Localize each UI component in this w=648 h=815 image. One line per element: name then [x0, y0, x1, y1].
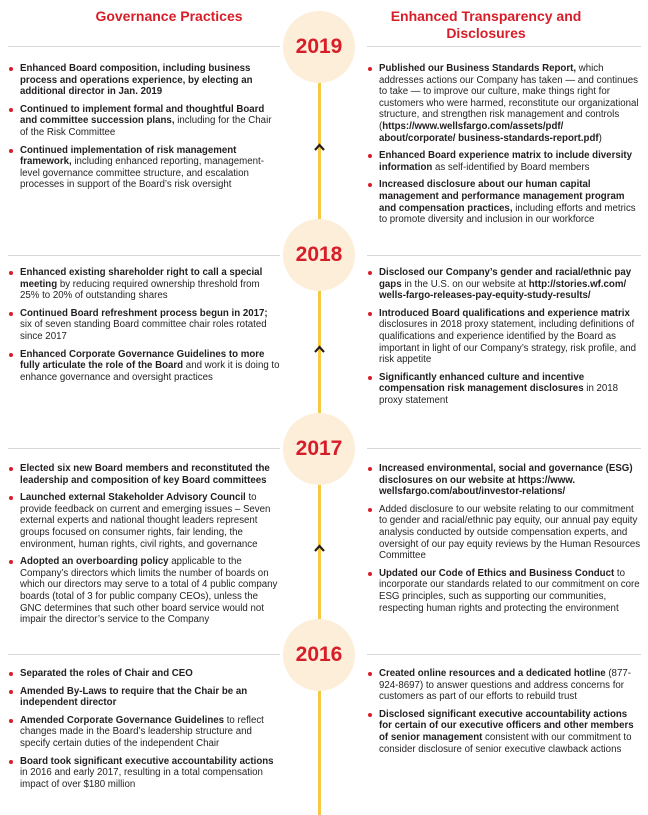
list-item: Continued Board refreshment process begun in 2017; six of seven standing Board committee chair roles rotated since 2017 [8, 308, 280, 343]
list-item: Board took significant executive accountability actions in 2016 and early 2017, resulting in a total compensation impact of over $180 million [8, 756, 280, 791]
governance-list-2018 [8, 267, 280, 389]
chevron-up-icon [314, 543, 325, 554]
divider [8, 255, 280, 256]
divider [8, 654, 280, 655]
year-badge-2018: 2018 [283, 219, 355, 291]
list-item: Enhanced existing shareholder right to call a special meeting by reducing required ownership threshold from 25% to 20% of outstanding shares [8, 267, 280, 302]
list-item: Amended By-Laws to require that the Chair be an independent director [8, 686, 280, 709]
list-item: Elected six new Board members and reconstituted the leadership and composition of key Board committees [8, 463, 280, 486]
list-item: Separated the roles of Chair and CEO [8, 668, 280, 680]
list-item: Continued implementation of risk management framework, including enhanced reporting, management-level governance committee structure, and escalation processes in support of the Board’s risk oversight [8, 145, 280, 191]
enhanced-transparency-header: Enhanced Transparency and Disclosures [390, 8, 582, 41]
transparency-list-2017 [367, 463, 641, 620]
list-item: Added disclosure to our website relating to our commitment to gender and racial/ethnic pay equity, our annual pay equity analysis conducted by outside compensation experts, and oversight of our pay equity reviews by the Human Resources Committee [367, 504, 641, 562]
list-item: Introduced Board qualifications and experience matrix disclosures in 2018 proxy statement, including definitions of qualifications and experience identified by the Board as important in light of our Company’s strategy, risk profile, and risk appetite [367, 308, 641, 366]
transparency-list-2016 [367, 668, 641, 761]
list-item: Enhanced Corporate Governance Guidelines to more fully articulate the role of the Board and work it is doing to enhance governance and oversight practices [8, 349, 280, 384]
governance-list-2019 [8, 63, 280, 197]
list-item: Disclosed our Company’s gender and racial/ethnic pay gaps in the U.S. on our website at http://stories.wf.com/ wells-fargo-releases-pay-equity-study-results/ [367, 267, 641, 302]
list-item: Disclosed significant executive accountability actions for certain of our executive officers and other members of senior management consistent with our commitment to consider disclosure of senior executive clawback actions [367, 709, 641, 755]
list-item: Adopted an overboarding policy applicable to the Company’s directors which limits the number of boards on which our directors may serve to a total of 4 public company boards (total of 3 for public company CEOs), unless the GNC determines that such other board service would not impair the director’s service to the Company [8, 556, 280, 626]
chevron-up-icon [314, 344, 325, 355]
list-item: Significantly enhanced culture and incentive compensation risk management disclosures in 2018 proxy statement [367, 372, 641, 407]
list-item: Increased disclosure about our human capital management and performance management program and compensation practices, including efforts and metrics to promote diversity and inclusion in our workforce [367, 179, 641, 225]
list-item: Continued to implement formal and thoughtful Board and committee succession plans, including for the Chair of the Risk Committee [8, 104, 280, 139]
governance-list-2017 [8, 463, 280, 632]
list-item: Launched external Stakeholder Advisory Council to provide feedback on current and emerging issues – Seven external experts and national thought leaders represent groups focused on consumer rights, fair lending, the environment, human rights, civil rights, and governance [8, 492, 280, 550]
year-badge-2019: 2019 [283, 11, 355, 83]
list-item: Created online resources and a dedicated hotline (877-924-8697) to answer questions and address concerns for customers as part of our efforts to rebuild trust [367, 668, 641, 703]
year-badge-2017: 2017 [283, 413, 355, 485]
divider [367, 654, 641, 655]
divider [8, 448, 280, 449]
list-item: Updated our Code of Ethics and Business Conduct to incorporate our standards related to our commitment on core ESG principles, such as supporting our communities, respecting human rights and protecting the environment [367, 568, 641, 614]
divider [8, 46, 280, 47]
list-item: Enhanced Board experience matrix to include diversity information as self-identified by Board members [367, 150, 641, 173]
list-item: Enhanced Board composition, including business process and operations experience, by electing an additional director in Jan. 2019 [8, 63, 280, 98]
list-item: Amended Corporate Governance Guidelines to reflect changes made in the Board’s leadership structure and specify certain duties of the independent Chair [8, 715, 280, 750]
divider [367, 255, 641, 256]
divider [367, 46, 641, 47]
governance-practices-header: Governance Practices [95, 8, 243, 24]
chevron-up-icon [314, 142, 325, 153]
governance-list-2016 [8, 668, 280, 796]
divider [367, 448, 641, 449]
transparency-list-2019 [367, 63, 641, 232]
list-item: Published our Business Standards Report, which addresses actions our Company has taken — and continues to take — to improve our culture, make things right for customers who were harmed, reconstitute our organizational structure, and strengthen risk management and controls (https://www.wellsfargo.com/assets/pdf/ about/corporate/ business-standards-report.pdf) [367, 63, 641, 144]
year-badge-2016: 2016 [283, 619, 355, 691]
transparency-list-2018 [367, 267, 641, 413]
list-item: Increased environmental, social and governance (ESG) disclosures on our website at https://www. wellsfargo.com/about/investor-relations/ [367, 463, 641, 498]
